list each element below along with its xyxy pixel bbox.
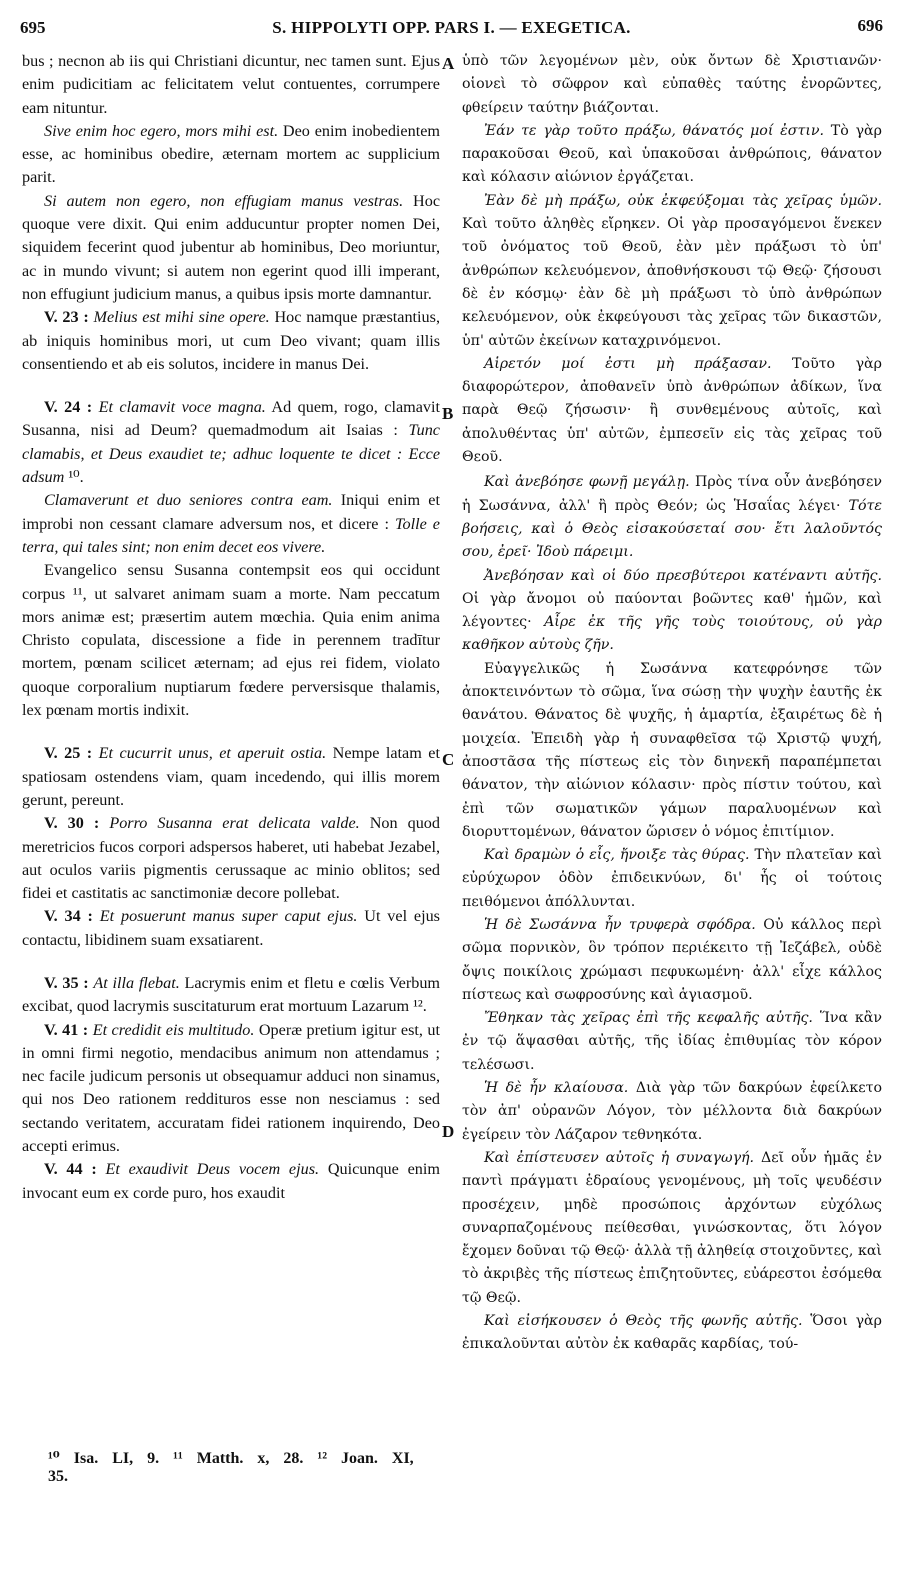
verse-ref: V. 41 :	[44, 1020, 93, 1039]
verse-ref: V. 30 :	[44, 814, 110, 833]
greek-lemma: Ἀνεβόησαν καὶ οἱ δύο πρεσβύτεροι κατέναντι αὐτῆς.	[484, 567, 882, 584]
latin-lemma: Et credidit eis multitudo.	[92, 1020, 255, 1039]
latin-paragraph	[22, 972, 440, 1019]
latin-lemma: Si autem non egero, non effugiam manus vestras.	[44, 191, 404, 210]
latin-lemma: Clamaverunt et duo seniores contra eam.	[44, 491, 333, 510]
latin-paragraph	[22, 120, 440, 190]
latin-text: Deo enim inobedientem esse, ac hominibus obedire, æternam mortem ac supplicium parit.	[22, 121, 440, 187]
latin-text: Ut vel ejus contactu, libidinem suam exsatiarent.	[22, 907, 440, 949]
latin-lemma: At illa flebat.	[93, 973, 180, 992]
latin-column	[22, 50, 440, 1205]
latin-text: Evangelico sensu Susanna contempsit eos qui occidunt corpus ¹¹, ut salvaret animam suam a morte. Nam peccatum mors animæ est; præsertim autem mœchia. Quia enim anima Christo copulata, discessione a fide in perennem tradītur mortem, pœnam scilicet æternam; ad ejus rei fidem, violato quoque corporalium nuptiarum fœdere perversisque thalamis, lex pœnam mortis indixit.	[22, 561, 440, 720]
latin-quote: Tolle e terra, qui tales sint; non enim decet eos vivere.	[22, 514, 440, 556]
greek-paragraph	[462, 1147, 882, 1310]
greek-lemma: Καὶ ἀνεβόησε φωνῇ μεγάλῃ.	[484, 474, 690, 491]
greek-text: Τοῦτο γὰρ διαφορώτερον, ἀποθανεῖν ὑπὸ ἀνθρώπων ἀδίκων, ἵνα παρὰ Θεῷ ζήσωσιν· ἢ συνθεμένους αὐτοῖς, καὶ ἀπολυθέντας ὑπ' αὐτῶν, ἐμπεσεῖν εἰς τὰς χεῖρας τοῦ Θεοῦ.	[462, 355, 882, 466]
greek-lemma: Ἡ δὲ Σωσάννα ἦν τρυφερὰ σφόδρα.	[484, 916, 756, 933]
greek-paragraph	[462, 1007, 882, 1077]
greek-paragraph	[462, 844, 882, 914]
latin-paragraph	[22, 559, 440, 722]
latin-lemma: Sive enim hoc egero, mors mihi est.	[44, 121, 279, 140]
latin-paragraph	[22, 742, 440, 812]
verse-ref: V. 44 :	[44, 1160, 106, 1179]
latin-lemma: Et clamavit voce magna.	[98, 398, 266, 417]
greek-lemma: Ἐὰν δὲ μὴ πράξω, οὐκ ἐκφεύξομαι τὰς χεῖρας ὑμῶν.	[484, 192, 882, 209]
latin-lemma: Et posuerunt manus super caput ejus.	[99, 907, 358, 926]
latin-paragraph	[22, 396, 440, 489]
greek-paragraph	[462, 914, 882, 1007]
latin-lemma: Melius est mihi sine opere.	[93, 308, 270, 327]
greek-column	[462, 50, 882, 1357]
greek-text: Εὐαγγελικῶς ἡ Σωσάννα κατεφρόνησε τῶν ἀποκτεινόντων τὸ σῶμα, ἵνα σώσῃ τὴν ψυχὴν ἑαυτῆς ἐκ θανάτου. Θάνατος δὲ ψυχῆς, ἡ ἁμαρτία, ἐξαιρέτως δὲ ἡ μοιχεία. Ἐπειδὴ γὰρ ἡ συναφθεῖσα τῷ Χριστῷ ψυχή, ἀποστᾶσα τῆς πίστεως εἰς τὸν διηνεκῆ παραπέμπεται θάνατον, τὴν αἰώνιον κόλασιν· πρὸς πίστιν τούτου, καὶ ἐπὶ τῶν σωματικῶν γάμων παραλυομένων καὶ διορυττομένων, θάνατον ὥρισεν ὁ νόμος ἐπιτίμιον.	[462, 660, 882, 840]
greek-text: Τὴν πλατεῖαν καὶ εὐρύχωρον ὁδὸν ἐπιδεικνύων, δι' ἧς οἱ τούτοις πειθόμενοι ἀπόλλυνται.	[462, 847, 882, 910]
greek-text: Ὅσοι γὰρ ἐπικαλοῦνται αὐτὸν ἐκ καθαρᾶς καρδίας, τού-	[462, 1313, 882, 1353]
running-title: S. HIPPOLYTI OPP. PARS I. — EXEGETICA.	[272, 18, 631, 37]
latin-lemma: Et cucurrit unus, et aperuit ostia.	[98, 744, 327, 763]
greek-paragraph	[462, 190, 882, 353]
latin-lemma: Porro Susanna erat delicata valde.	[109, 814, 360, 833]
latin-text: Lacrymis enim et fletu e cœlis Verbum excibat, quod lacrymis suscitaturum erat mortuum Lazarum ¹².	[22, 973, 441, 1016]
latin-text: Nempe latam et spatiosam ostendens viam, quam incedendo, qui illis morem gerunt, pereunt.	[22, 744, 440, 809]
latin-text: Hoc quoque vere dixit. Qui enim adducuntur propter nomen Dei, siquidem fecerint quod jubentur ab hominibus, Deo moriuntur, ac in mundo vivunt; si autem non egerint quod illi imperant, non effugiunt judicium manus, a quibus ipsis morte damnantur.	[22, 191, 441, 303]
greek-paragraph	[462, 120, 882, 190]
greek-paragraph	[462, 565, 882, 658]
latin-text: Operæ pretium igitur est, ut in omni firmi negotio, mendacibus animum non attendamus ; nec facile judicum personis ut obsequamur adduci non sinamus, qui nos Deo rationem reddituros esse non nesciamus : sed sectando veritatem, accuratam fidei rationem inquirendo, Deo accepti erimus.	[22, 1020, 440, 1156]
page-number-right: 696	[857, 16, 883, 35]
verse-ref: V. 23 :	[44, 308, 94, 327]
greek-text: Πρὸς τίνα οὖν ἀνεβόησεν ἡ Σωσάννα, ἀλλ' ἢ πρὸς Θεόν; ὡς Ἡσαΐας λέγει·	[462, 474, 883, 514]
greek-text: ὑπὸ τῶν λεγομένων μὲν, οὐκ ὄντων δὲ Χριστιανῶν· οἱονεὶ τὸ σῶφρον καὶ εὐπαθὲς ταύτης ἐνορῶντες, φθείρειν ταύτην βιάζονται.	[462, 53, 882, 116]
greek-lemma: Ἡ δὲ ἦν κλαίουσα.	[484, 1080, 629, 1097]
greek-paragraph	[462, 1077, 882, 1147]
footnotes: ¹⁰ Isa. LI, 9. ¹¹ Matth. x, 28. ¹² Joan. XI, 35.	[48, 1450, 414, 1485]
latin-text: Hoc namque præstantius, ab iniquis hominibus mori, ut cum Deo vivant; quam illis consentiendo et ab eis solutos, incidere in manus Dei.	[22, 308, 440, 373]
latin-text: Iniqui enim et improbi non cessant clamare adversum nos, et dicere :	[22, 491, 440, 533]
greek-text: Οὐ κάλλος περὶ σῶμα πορνικὸν, ὃν τρόπον περιέκειτο τῇ Ἰεζάβελ, οὐδὲ ὄψις ποικίλοις χρώμασι πεφυκωμένη· ἀλλ' εἶχε κάλλος πίστεως καὶ σωφροσύνης καὶ ἁγιασμοῦ.	[462, 916, 882, 1003]
greek-text: Οἱ γὰρ ἄνομοι οὐ παύονται βοῶντες καθ' ἡμῶν, καὶ λέγοντες·	[462, 590, 882, 631]
latin-text: Quicunque enim invocant eum ex corde puro, hos exaudit	[22, 1160, 440, 1202]
latin-paragraph	[22, 905, 440, 952]
margin-letter-d: D	[442, 1122, 455, 1141]
running-header	[20, 14, 883, 44]
latin-paragraph	[22, 812, 440, 905]
greek-text: Καὶ τοῦτο ἀληθὲς εἴρηκεν. Οἱ γὰρ προσαγόμενοι ἕνεκεν τοῦ ὀνόματος τοῦ Θεοῦ, ἐὰν μὲν πράξωσι τὸ ὑπ' ἀνθρώπων κελευόμενον, ἀποθνήσκουσι τῷ Θεῷ· ζήσουσι δὲ ἐν κόσμῳ· ἐὰν δὲ μὴ πράξωσι τὸ ὑπὸ ἀνθρώπων κελευόμενον, οὐκ ἐκφεύγουσι τὰς χεῖρας τῶν δικαστῶν, ὑπ' αὐτῶν ἐκείνων καταχρινόμενοι.	[462, 216, 882, 349]
greek-paragraph	[462, 50, 882, 120]
footnote-ref: ¹⁰.	[64, 468, 84, 487]
greek-lemma: Ἐάν τε γὰρ τοῦτο πράξω, θάνατός μοί ἐστιν.	[484, 122, 825, 139]
greek-paragraph	[462, 353, 882, 469]
latin-paragraph	[22, 1158, 440, 1205]
greek-quote: Τότε βοήσεις, καὶ ὁ Θεὸς εἰσακούσεταί σου· ἔτι λαλοῦντός σου, ἐρεῖ· Ἰδοὺ πάρειμι.	[462, 497, 882, 561]
greek-text: Δεῖ οὖν ἡμᾶς ἐν παντὶ πράγματι ἑδραίους γενομένους, μὴ τοῖς ψευδέσιν προσέχειν, μηδὲ προσώποις ἀρχόντων εὐχόλως συναρπαζομένους πείθεσθαι, γινώσκοντας, ὅτι λόγον ἔχομεν δοῦναι τῷ Θεῷ· ἀλλὰ τῇ ἀληθείᾳ στοιχοῦντες, καὶ τὸ ἀκριβὲς τῆς πίστεως ἐπιζητοῦντες, εὐάρεστοι ἐσόμεθα τῷ Θεῷ.	[462, 1149, 882, 1306]
greek-paragraph	[462, 471, 882, 564]
verse-ref: V. 24 :	[44, 398, 99, 417]
latin-paragraph	[22, 190, 440, 306]
greek-lemma: Καὶ δραμὼν ὁ εἷς, ἤνοιξε τὰς θύρας.	[484, 847, 750, 864]
greek-lemma: Καὶ εἰσήκουσεν ὁ Θεὸς τῆς φωνῆς αὐτῆς.	[484, 1313, 803, 1330]
greek-lemma: Ἔθηκαν τὰς χεῖρας ἐπὶ τῆς κεφαλῆς αὐτῆς.	[484, 1010, 813, 1027]
greek-lemma: Καὶ ἐπίστευσεν αὐτοῖς ἡ συναγωγή.	[484, 1149, 755, 1166]
latin-paragraph	[22, 1019, 440, 1159]
margin-letter-c: C	[442, 750, 455, 769]
greek-lemma: Αἱρετόν μοί ἐστι μὴ πράξασαν.	[484, 355, 772, 372]
greek-text: Διὰ γὰρ τῶν δακρύων ἐφείλκετο τὸν ἀπ' οὐρανῶν Λόγον, τὸν μέλλοντα διὰ δακρύων ἐγείρειν τὸν Λάζαρον τεθνηκότα.	[462, 1080, 882, 1143]
latin-paragraph	[22, 489, 440, 559]
latin-paragraph	[22, 306, 440, 376]
greek-quote: Αἶρε ἐκ τῆς γῆς τοὺς τοιούτους, οὐ γὰρ καθῆκον αὐτοὺς ζῆν.	[462, 614, 882, 654]
greek-paragraph	[462, 1310, 882, 1357]
verse-ref: V. 34 :	[44, 907, 100, 926]
latin-paragraph	[22, 50, 440, 120]
latin-lemma: Et exaudivit Deus vocem ejus.	[105, 1160, 320, 1179]
latin-quote: Tunc clamabis, et Deus exaudiet te; adhuc loquente te dicet : Ecce adsum	[22, 421, 440, 487]
verse-ref: V. 25 :	[44, 744, 99, 763]
verse-ref: V. 35 :	[44, 973, 94, 992]
latin-text: Ad quem, rogo, clamavit Susanna, nisi ad Deum? quemadmodum ait Isaias :	[22, 398, 441, 440]
greek-text: Τὸ γὰρ παρακοῦσαι Θεοῦ, καὶ ὑπακοῦσαι ἀνθρώποις, θάνατον καὶ κόλασιν αἰώνιον ἐργάζεται.	[462, 122, 882, 186]
greek-paragraph	[462, 658, 882, 844]
latin-text: Non quod meretricios fucos corpori adspersos haberet, uti habebat Jezabel, aut oculos variis pigmentis cerussaque ac minio oblitos; sed fidei et castitatis ac sanctimoniæ decore pollebat.	[22, 814, 440, 903]
greek-text: Ἵνα κἂν ἐν τῷ ἅψασθαι αὐτῆς, τῆς ἰδίας ἐπιθυμίας τὸν κόρον τελέσωσι.	[462, 1010, 882, 1073]
page-number-left: 695	[20, 18, 46, 37]
margin-letter-a: A	[442, 54, 455, 73]
latin-text: bus ; necnon ab iis qui Christiani dicuntur, nec tamen sunt. Ejus enim pudicitiam ac felicitatem velut contuentes, corrumpere eam nituntur.	[22, 52, 440, 117]
margin-letter-b: B	[442, 404, 454, 423]
